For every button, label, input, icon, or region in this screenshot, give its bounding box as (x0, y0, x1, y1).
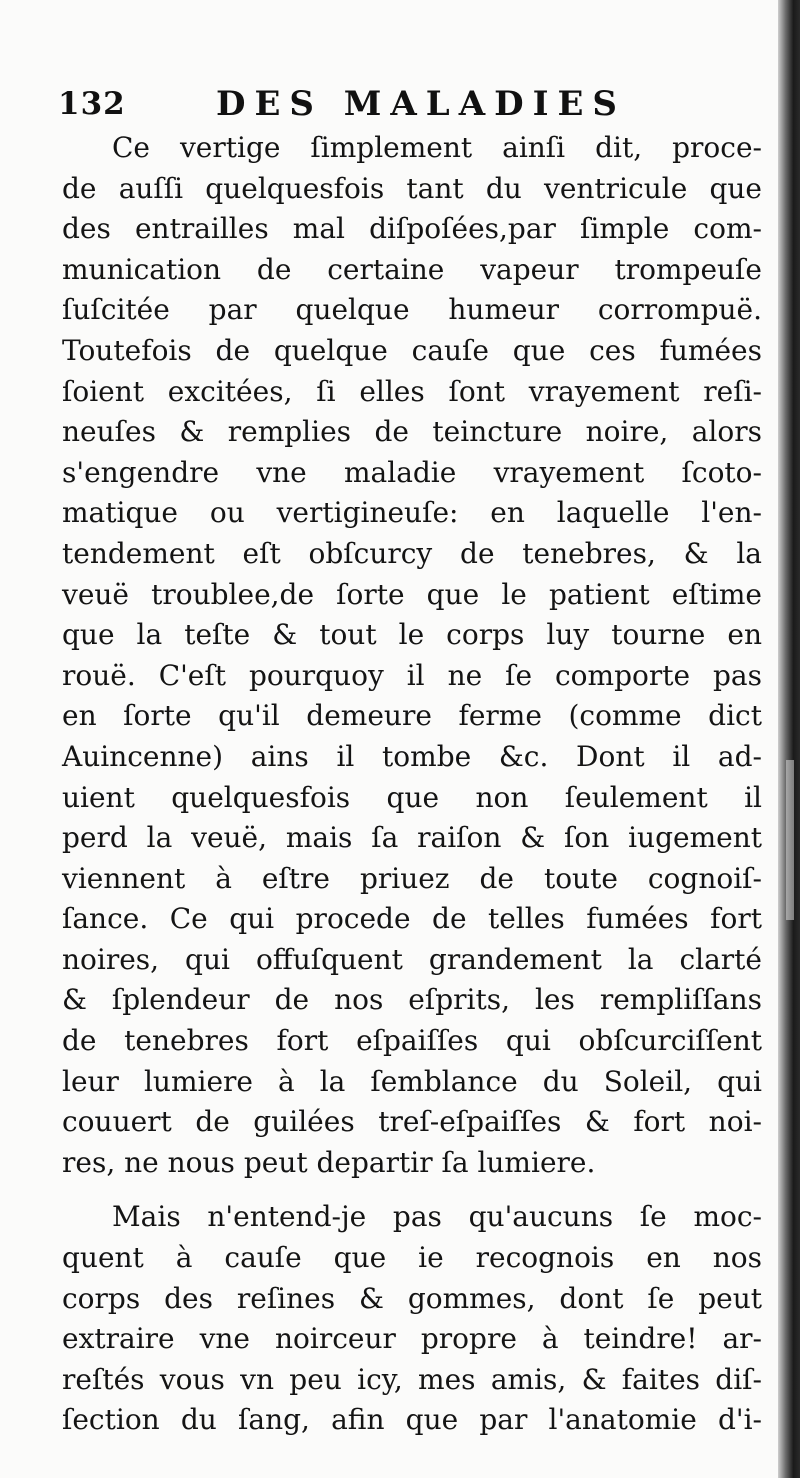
text-line: s'engendre vne maladie vrayement ſcoto- (62, 455, 762, 489)
paragraph-2 (62, 1197, 762, 1441)
book-spine-edge (778, 0, 800, 1478)
text-line: rouë. C'eſt pourquoy il ne ſe comporte pas (62, 658, 762, 692)
text-line: tendement eſt obſcurcy de tenebres, & la (62, 536, 762, 570)
body-text (62, 128, 762, 1441)
text-line: & ſplendeur de nos eſprits, les rempliſſans (62, 983, 762, 1017)
paragraph-1 (62, 128, 762, 1183)
text-line: de tenebres fort eſpaiſſes qui obſcurciſſent (62, 1024, 762, 1058)
text-line: en ſorte qu'il demeure ferme (comme dict (62, 699, 762, 733)
text-line: veuë troublee,de ſorte que le patient eſtime (62, 577, 762, 611)
text-line: Auincenne) ains il tombe &c. Dont il ad- (62, 739, 762, 773)
running-title: DES MALADIES (216, 84, 626, 124)
text-line: matique ou vertigineuſe: en laquelle l'en- (62, 496, 762, 530)
text-line: de auſſi quelquesfois tant du ventricule que (62, 171, 762, 205)
text-line: leur lumiere à la ſemblance du Soleil, qui (62, 1064, 762, 1098)
text-line: neuſes & remplies de teincture noire, alors (62, 415, 762, 449)
text-line: res, ne nous peut departir ſa lumiere. (62, 1145, 596, 1179)
text-line: noires, qui offuſquent grandement la clarté (62, 942, 762, 976)
text-line: ſoient excitées, ſi elles ſont vrayement reſi- (62, 374, 762, 408)
text-line: uient quelquesfois que non ſeulement il (62, 780, 762, 814)
text-line: corps des reſines & gommes, dont ſe peut (62, 1281, 762, 1315)
text-line: extraire vne noirceur propre à teindre! ar- (62, 1322, 762, 1356)
text-line: munication de certaine vapeur trompeuſe (62, 252, 762, 286)
text-line: Ce vertige ſimplement ainſi dit, proce- (112, 131, 762, 164)
text-line: des entrailles mal diſpoſées,par ſimple com- (62, 212, 762, 246)
text-line: couuert de guilées treſ-eſpaiſſes & fort noi- (62, 1105, 762, 1139)
text-line: quent à cauſe que ie recognois en nos (62, 1241, 762, 1275)
text-line: ſection du ſang, afin que par l'anatomie d'i- (62, 1403, 762, 1437)
paragraph-gap (62, 1183, 762, 1197)
text-line: perd la veuë, mais ſa raiſon & ſon iugement (62, 821, 762, 855)
text-line: viennent à eſtre priuez de toute cognoiſ- (62, 861, 762, 895)
page-number: 132 (58, 86, 126, 122)
text-line: ſuſcitée par quelque humeur corrompuë. (62, 293, 762, 327)
text-line: Toutefois de quelque cauſe que ces fumées (62, 333, 762, 367)
running-head (58, 86, 758, 126)
text-line: que la teſte & tout le corps luy tourne en (62, 618, 762, 652)
text-line: Mais n'entend-je pas qu'aucuns ſe moc- (112, 1200, 762, 1234)
text-line: ſance. Ce qui procede de telles fumées fort (62, 902, 762, 936)
text-line: reſtés vous vn peu icy, mes amis, & faites diſ- (62, 1362, 762, 1396)
spine-highlight (786, 760, 794, 920)
